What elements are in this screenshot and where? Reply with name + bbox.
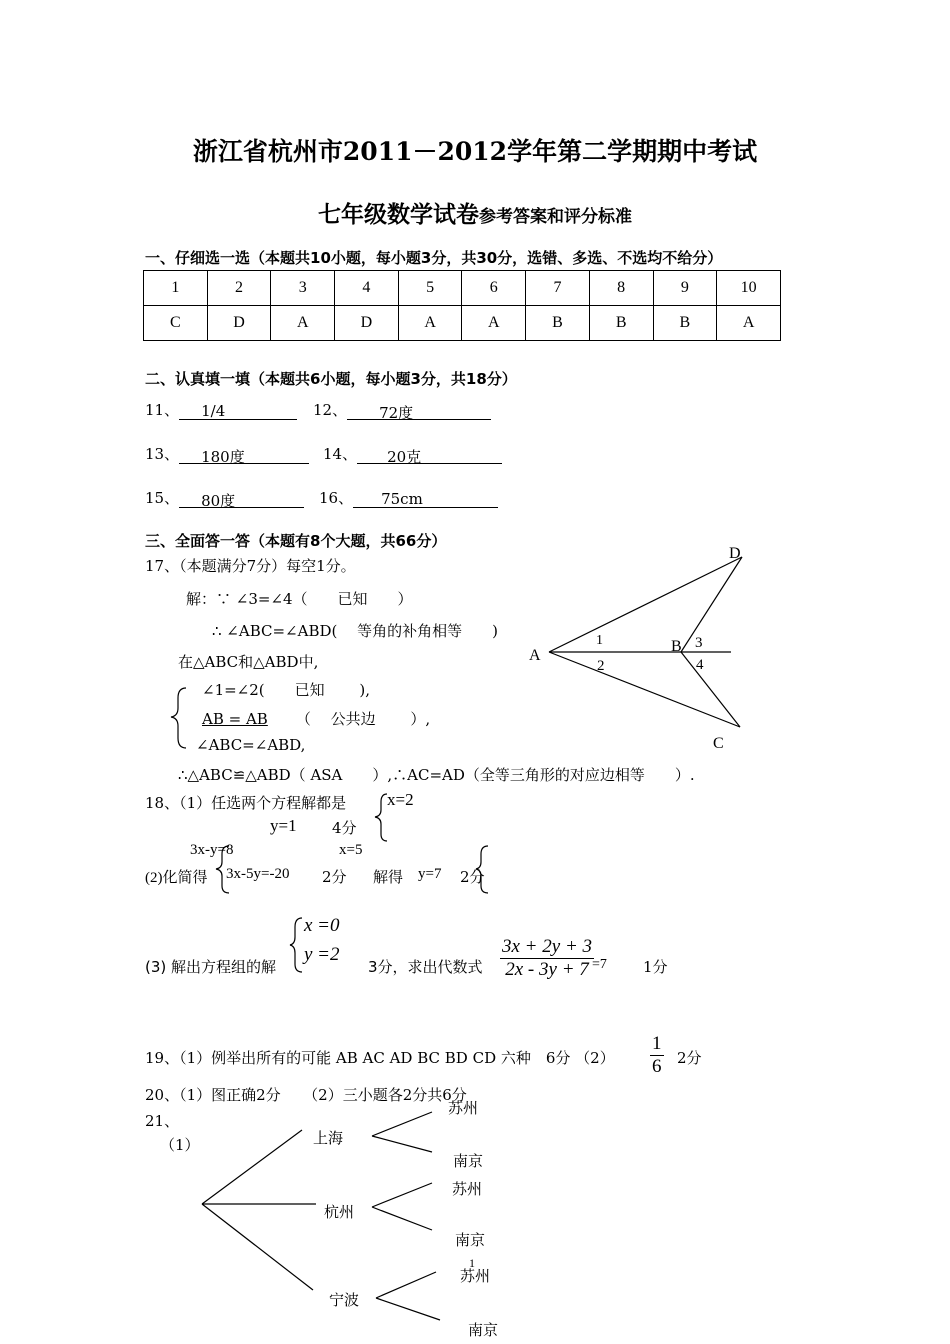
question-number-cell: 6 <box>462 271 526 306</box>
tree-sub-branch <box>372 1136 432 1152</box>
answer-cell: D <box>335 306 399 341</box>
q17-common-side: （ 公共边 ）, <box>295 710 431 728</box>
braces <box>171 688 488 972</box>
answer-cell: A <box>462 306 526 341</box>
q20-text: 20、（1）图正确2分 （2）三小题各2分共6分 <box>145 1086 467 1104</box>
q18-brace1 <box>375 794 387 841</box>
tree-branch-ningbo <box>202 1204 313 1290</box>
tree-node-hangzhou: 杭州 <box>324 1203 355 1221</box>
question-number-cell: 2 <box>207 271 271 306</box>
q18-part3: (3) 解出方程组的解 <box>145 958 277 976</box>
q18-y1: y=1 <box>270 816 297 835</box>
q15-number: 15、 <box>145 489 180 507</box>
answer-cell: B <box>589 306 653 341</box>
q13-number: 13、 <box>145 445 180 463</box>
question-number-cell: 4 <box>335 271 399 306</box>
question-number-cell: 7 <box>526 271 590 306</box>
q18-score2: 2分 <box>322 868 347 886</box>
angle-label-4: 4 <box>696 657 704 673</box>
q16-answer: 75cm <box>353 490 498 508</box>
q18-score3: 2分 <box>460 868 485 886</box>
q17-line1: 解：∵ ∠3=∠4（ 已知 ） <box>186 590 413 608</box>
q19-denominator: 6 <box>652 1056 662 1077</box>
label-d: D <box>729 545 741 562</box>
subtitle-main: 七年级数学试卷 <box>318 201 479 228</box>
answer-cell: A <box>271 306 335 341</box>
q21-sub1: （1） <box>160 1136 200 1154</box>
q18-score1: 4分 <box>332 819 357 837</box>
section3-heading: 三、全面答一答（本题有8个大题，共66分） <box>145 532 447 550</box>
q13-answer: 180度 <box>179 446 309 464</box>
q17-line4: ∴△ABC≌△ABD（ ASA ）,∴AC=AD（全等三角形的对应边相等 ）. <box>178 766 695 784</box>
angle-label-1: 1 <box>596 633 603 648</box>
tree-node-ningbo: 宁波 <box>329 1291 360 1309</box>
label-a: A <box>529 647 541 664</box>
q18-y-solution: y =2 <box>304 944 340 965</box>
answer-cell: B <box>526 306 590 341</box>
triangle-figure <box>549 557 742 727</box>
q11-answer: 1/4 <box>179 402 297 420</box>
tree-leaf-suzhou: 苏州 <box>452 1180 483 1198</box>
tree-branch-shanghai <box>202 1130 302 1204</box>
fraction-denominator: 2x - 3y + 7 <box>505 959 589 980</box>
q12-number: 12、 <box>313 401 348 419</box>
tree-leaf-nanjing: 南京 <box>468 1321 499 1339</box>
segment-ac <box>549 652 740 727</box>
question-number-cell: 3 <box>271 271 335 306</box>
question-number-cell: 8 <box>589 271 653 306</box>
q18-x2: x=2 <box>387 790 414 809</box>
fraction-numerator: 3x + 2y + 3 <box>502 936 593 957</box>
q17-brace-line1: ∠1=∠2( 已知 ), <box>202 681 371 699</box>
q18-x-solution: x =0 <box>304 915 340 936</box>
tree-leaf-nanjing: 南京 <box>453 1152 484 1170</box>
q17-ab: AB = AB <box>202 710 268 728</box>
answer-cell: C <box>144 306 208 341</box>
q17-brace <box>171 688 186 748</box>
q18-brace3 <box>476 846 488 893</box>
angle-label-3: 3 <box>695 635 703 651</box>
q12-answer: 72度 <box>347 402 491 420</box>
q18-solve: 解得 <box>373 868 404 886</box>
page-title: 浙江省杭州市2011－2012学年第二学期期中考试 <box>192 137 758 166</box>
question-number-cell: 10 <box>717 271 781 306</box>
page-number: 1 <box>469 1256 475 1270</box>
tree-sub-branch <box>376 1298 440 1320</box>
label-c: C <box>713 735 724 752</box>
q19-score: 2分 <box>677 1049 702 1067</box>
tree-leaf-nanjing: 南京 <box>455 1231 486 1249</box>
q16-number: 16、 <box>319 489 354 507</box>
q18-x5: x=5 <box>339 842 363 858</box>
q11-number: 11、 <box>145 401 180 419</box>
subtitle-small: 参考答案和评分标准 <box>479 207 632 227</box>
question-number-cell: 5 <box>398 271 462 306</box>
q18-result: =7 <box>592 957 607 972</box>
tree-leaf-suzhou: 苏州 <box>448 1099 479 1117</box>
q14-number: 14、 <box>323 445 358 463</box>
answer-cell: B <box>653 306 717 341</box>
answer-cell: A <box>398 306 462 341</box>
tree-sub-branch <box>372 1207 432 1230</box>
q18-y7: y=7 <box>418 866 442 882</box>
q17-line2: ∴ ∠ABC=∠ABD( 等角的补角相等 ) <box>212 622 498 640</box>
answer-cell: D <box>207 306 271 341</box>
question-number-cell: 1 <box>144 271 208 306</box>
section1-heading: 一、仔细选一选（本题共10小题，每小题3分，共30分，选错、多选、不选均不给分） <box>145 249 723 267</box>
segment-ad <box>549 557 742 652</box>
q21-number: 21、 <box>145 1112 180 1130</box>
question-number-cell: 9 <box>653 271 717 306</box>
tree-sub-branch <box>372 1183 432 1207</box>
label-b: B <box>671 638 682 655</box>
q18-eq-b: 3x-5y=-20 <box>226 866 290 882</box>
q14-answer: 20克 <box>357 446 502 464</box>
q19-text: 19、（1）例举出所有的可能 AB AC AD BC BD CD 六种 6分 （2） <box>145 1049 615 1067</box>
q15-answer: 80度 <box>179 490 304 508</box>
tree-sub-branch <box>376 1272 436 1298</box>
tree-node-shanghai: 上海 <box>313 1129 344 1147</box>
q17-head: 17、（本题满分7分）每空1分。 <box>145 557 356 575</box>
tree-leaf-suzhou: 苏州 <box>460 1267 491 1285</box>
q19-numerator: 1 <box>652 1033 662 1054</box>
q18-brace2 <box>216 846 229 893</box>
q18-line1: 18、（1）任选两个方程解都是 <box>145 794 347 812</box>
q17-brace-line3: ∠ABC=∠ABD, <box>196 736 306 754</box>
q18-score4: 3分，求出代数式 <box>368 958 483 976</box>
section2-heading: 二、认真填一填（本题共6小题，每小题3分，共18分） <box>145 370 517 388</box>
q18-brace4 <box>290 918 302 972</box>
q17-line3: 在△ABC和△ABD中, <box>178 653 319 671</box>
segment-bd <box>681 557 742 652</box>
q18-score5: 1分 <box>643 958 668 976</box>
answer-cell: A <box>717 306 781 341</box>
q18-simplify: (2)化简得 <box>145 870 208 886</box>
tree-sub-branch <box>372 1112 432 1136</box>
angle-label-2: 2 <box>597 658 605 674</box>
q18-eq-a: 3x-y=8 <box>190 842 234 858</box>
